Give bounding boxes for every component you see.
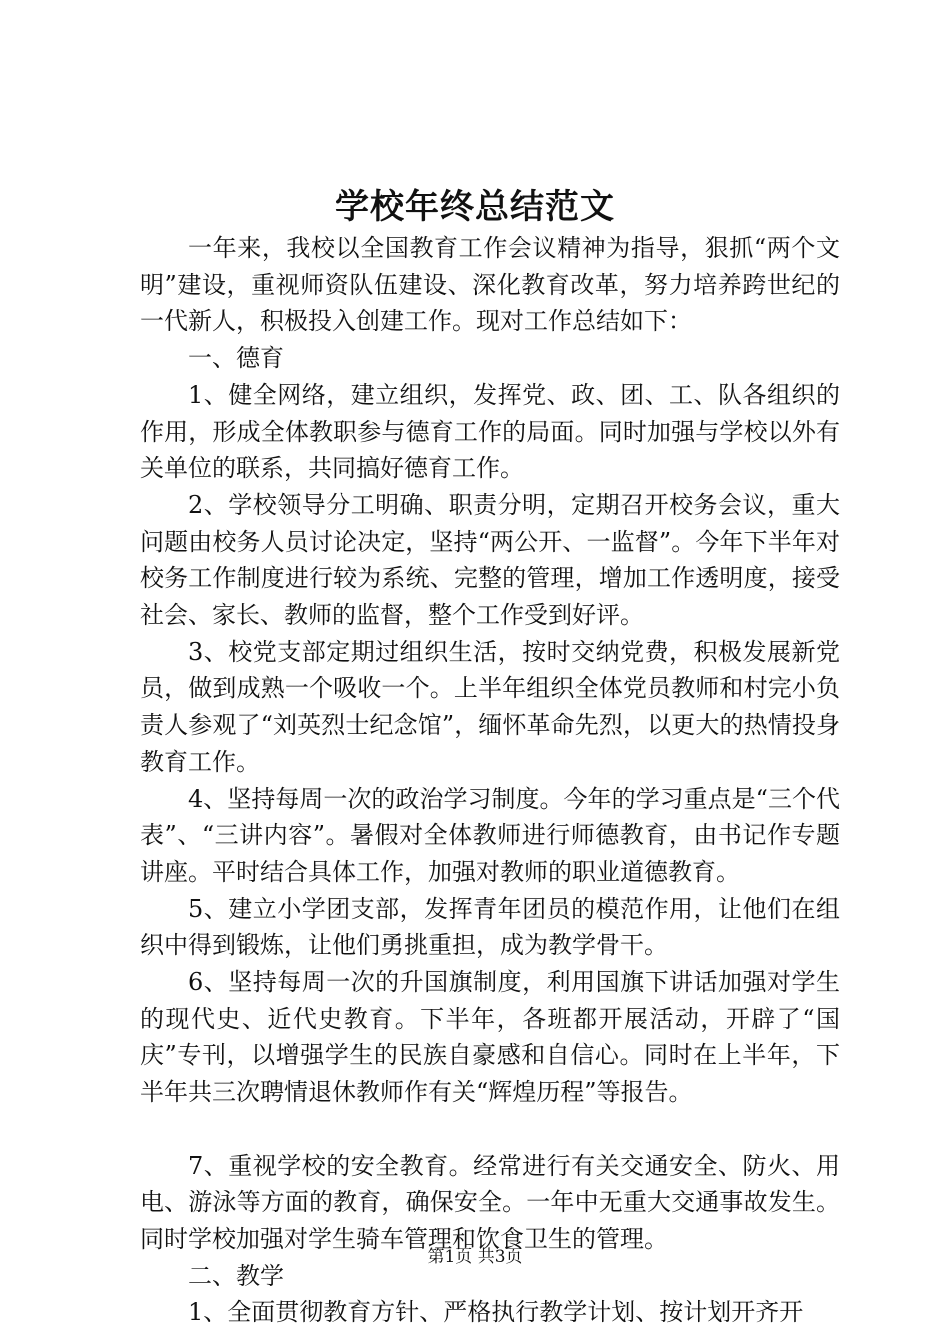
paragraph-intro: 一年来，我校以全国教育工作会议精神为指导，狠抓“两个文明”建设，重视师资队伍建设、深化教育改革，努力培养跨世纪的一代新人，积极投入创建工作。现对工作总结如下： <box>140 234 840 336</box>
paragraph-moral-5: 5、建立小学团支部，发挥青年团员的模范作用，让他们在组织中得到锻炼，让他们勇挑重担，成为教学骨干。 <box>140 894 840 960</box>
paragraph-moral-1: 1、健全网络，建立组织，发挥党、政、团、工、队各组织的作用，形成全体教职参与德育工作的局面。同时加强与学校以外有关单位的联系，共同搞好德育工作。 <box>140 380 840 483</box>
section-heading-teaching: 二、教学 <box>188 1261 284 1290</box>
paragraph-moral-6: 6、坚持每周一次的升国旗制度，利用国旗下讲话加强对学生的现代史、近代史教育。下半年，各班都开展活动，开辟了“国庆”专刊，以增强学生的民族自豪感和自信心。同时在上半年，下半年共三次聘情退休教师作有关“辉煌历程”等报告。 <box>140 968 840 1107</box>
paragraph-moral-3: 3、校党支部定期过组织生活，按时交纳党费，积极发展新党员，做到成熟一个吸收一个。上半年组织全体党员教师和村完小负责人参观了“刘英烈士纪念馆”，缅怀革命先烈，以更大的热情投身教育工作。 <box>140 637 840 776</box>
paragraph-moral-2: 2、学校领导分工明确、职责分明，定期召开校务会议，重大问题由校务人员讨论决定，坚持“两公开、一监督”。今年下半年对校务工作制度进行较为系统、完整的管理，增加工作透明度，接受社会、家长、教师的监督，整个工作受到好评。 <box>140 490 840 630</box>
page-footer: 第1页 共3页 <box>427 1247 523 1267</box>
paragraph-moral-4: 4、坚持每周一次的政治学习制度。今年的学习重点是“三个代表”、“三讲内容”。暑假对全体教师进行师德教育，由书记作专题讲座。平时结合具体工作，加强对教师的职业道德教育。 <box>140 784 840 886</box>
paragraph-teaching-1: 1、全面贯彻教育方针、严格执行教学计划、按计划开齐开 <box>188 1298 804 1327</box>
document-title: 学校年终总结范文 <box>335 187 615 227</box>
section-heading-moral-education: 一、德育 <box>188 344 284 373</box>
document-body <box>140 230 840 1331</box>
blank-line <box>140 1111 840 1148</box>
paragraph-moral-7: 7、重视学校的安全教育。经常进行有关交通安全、防火、用电、游泳等方面的教育，确保安全。一年中无重大交通事故发生。同时学校加强对学生骑车管理和饮食卫生的管理。 <box>140 1151 840 1253</box>
